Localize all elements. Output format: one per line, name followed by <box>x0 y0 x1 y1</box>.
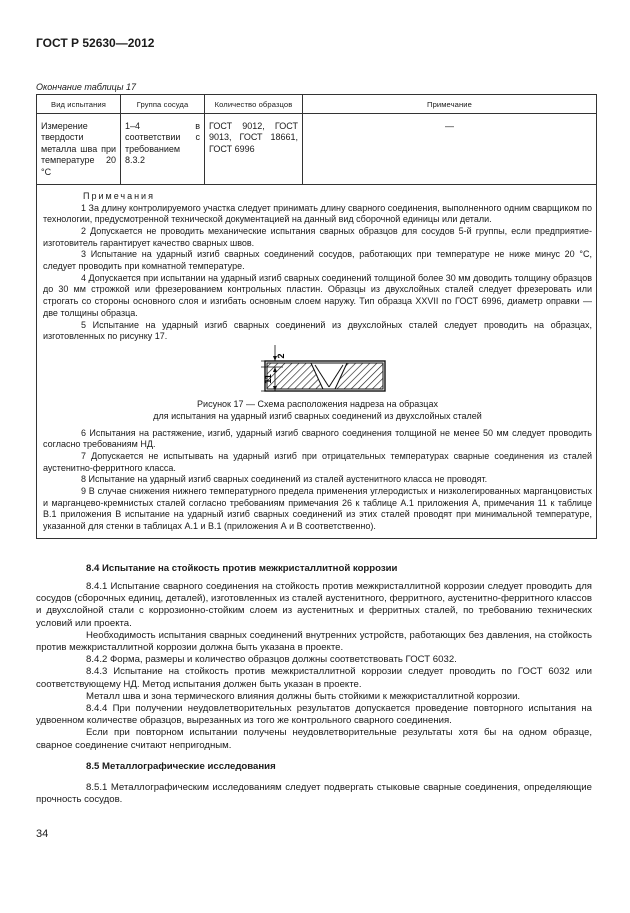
note-7: 7 Допускается не испытывать на ударный изгиб при отрицательных температурах сварные соединения из сталей аустенитно-ферритного класса. <box>43 450 592 473</box>
section-heading-8-4: 8.4 Испытание на стойкость против межкристаллитной коррозии <box>86 563 398 574</box>
notes-cell <box>37 185 597 539</box>
paragraph-8-4-3-b: Металл шва и зона термического влияния должны быть стойкими к межкристаллитной коррозии. <box>86 690 521 702</box>
figure-caption-line-1: Рисунок 17 — Схема расположения надреза на образцах <box>197 398 438 409</box>
notes-row <box>37 185 597 539</box>
figure-17 <box>43 343 592 399</box>
column-header-note: Примечание <box>303 95 597 114</box>
note-2: 2 Допускается не проводить механические испытания сварных образцов для сосудов 5-й группы, если предприятие-изготовитель гарантирует качество сварных швов. <box>43 225 592 248</box>
table-header-row <box>37 95 597 114</box>
paragraph-8-5-1: 8.5.1 Металлографическим исследованиям следует подвергать стыковые сварные соединения, определяющие прочность сосудов. <box>36 781 592 806</box>
note-9: 9 В случае снижения нижнего температурного предела применения углеродистых и низколегированных марганцовистых и марганцево-кремнистых сталей согласно требованиям примечания 26 к таблице А.1 приложения А, примечания 11 к таблице В.1 приложения В испытание на ударный изгиб сварных соединений из этих сталей проводят при минимальной температуре, указанной для стенки в таблицах А.1 и В.1 (приложения А и В соответственно). <box>43 486 592 532</box>
dimension-label-height: 11 <box>263 374 273 384</box>
column-header-sample-count: Количество образцов <box>205 95 303 114</box>
note-1: 1 За длину контролируемого участка следует принимать длину сварного соединения, выполненного одним сварщиком по технологии, предусмотренной технической документацией на данный вид сборочной единицы или детали. <box>43 202 592 225</box>
weld-specimen-diagram <box>43 343 591 399</box>
column-header-vessel-group: Группа сосуда <box>121 95 205 114</box>
paragraph-8-4-3: 8.4.3 Испытание на стойкость против межкристаллитной коррозии следует проводить по ГОСТ 6032 или соответствующему НД. Метод испытания должен быть указан в проекте. <box>36 666 592 690</box>
notes-title: Примечания <box>83 191 155 202</box>
paragraph-8-4-1: 8.4.1 Испытание сварного соединения на стойкость против межкристаллитной коррозии следует проводить для сосудов (сборочных единиц, деталей), изготовленных из сталей аустенитного, ферритного, аустенитно-ферритного классов и двухслойной стали с коррозионно-стойким слоем из аустенитных и ферритных сталей, по требованию технических условий или проекта. <box>36 581 592 629</box>
figure-caption-line-2: для испытания на ударный изгиб сварных соединений из двухслойных сталей <box>153 410 482 421</box>
cell-vessel-group: 1–4 в соответствии с требованием 8.3.2 <box>121 114 205 185</box>
table-row <box>37 114 597 185</box>
paragraph-8-4-2: 8.4.2 Форма, размеры и количество образцов должны соответствовать ГОСТ 6032. <box>86 654 457 666</box>
test-table <box>36 94 597 539</box>
page-number: 34 <box>36 828 49 840</box>
note-8: 8 Испытание на ударный изгиб сварных соединений из сталей аустенитного класса не проводят. <box>81 474 488 485</box>
table-caption: Окончание таблицы 17 <box>36 82 136 92</box>
paragraph-8-4-4-b: Если при повторном испытании получены неудовлетворительные результаты хотя бы на одном образце, сварное соединение считают непригодным. <box>36 727 592 751</box>
cell-note: — <box>303 114 597 185</box>
paragraph-8-4-1-b: Необходимость испытания сварных соединений внутренних устройств, работающих без давления, на стойкость против межкристаллитной коррозии должна быть указана в проекте. <box>36 629 592 654</box>
body-text <box>36 563 592 806</box>
note-4: 4 Допускается при испытании на ударный изгиб сварных соединений толщиной более 30 мм доводить толщину образцов до 30 мм строжкой или фрезерованием контрольных пластин. Образцы из двухслойных сталей следует фрезеровать или строгать со стороны основного слоя и изгибать основным слоем наружу. Тип образца XXVII по ГОСТ 6996, диаметр оправки — две толщины образца. <box>43 272 592 318</box>
section-heading-8-5: 8.5 Металлографические исследования <box>86 760 276 772</box>
column-header-test-type: Вид испытания <box>37 95 121 114</box>
note-3: 3 Испытание на ударный изгиб сварных соединений сосудов, работающих при температуре не ниже минус 20 °С, следует проводить при комнатной температуре. <box>43 249 592 272</box>
document-header: ГОСТ Р 52630—2012 <box>36 36 155 50</box>
dimension-label-notch: 2 <box>276 353 286 359</box>
note-5: 5 Испытание на ударный изгиб сварных соединений из двухслойных сталей следует проводить на образцах, изготовленных по рисунку 17. <box>43 319 592 342</box>
cell-sample-count: ГОСТ 9012, ГОСТ 9013, ГОСТ 18661, ГОСТ 6996 <box>205 114 303 185</box>
paragraph-8-4-4: 8.4.4 При получении неудовлетворительных результатов допускается проведение повторного испытания на удвоенном количестве образцов, вырезанных из того же контрольного сварного соединения. <box>36 703 592 727</box>
cell-test-type: Измерение твердости металла шва при температуре 20 °С <box>37 114 121 185</box>
note-6: 6 Испытания на растяжение, изгиб, ударный изгиб сварного соединения толщиной не менее 50 мм следует проводить согласно требованиям НД. <box>43 427 592 450</box>
